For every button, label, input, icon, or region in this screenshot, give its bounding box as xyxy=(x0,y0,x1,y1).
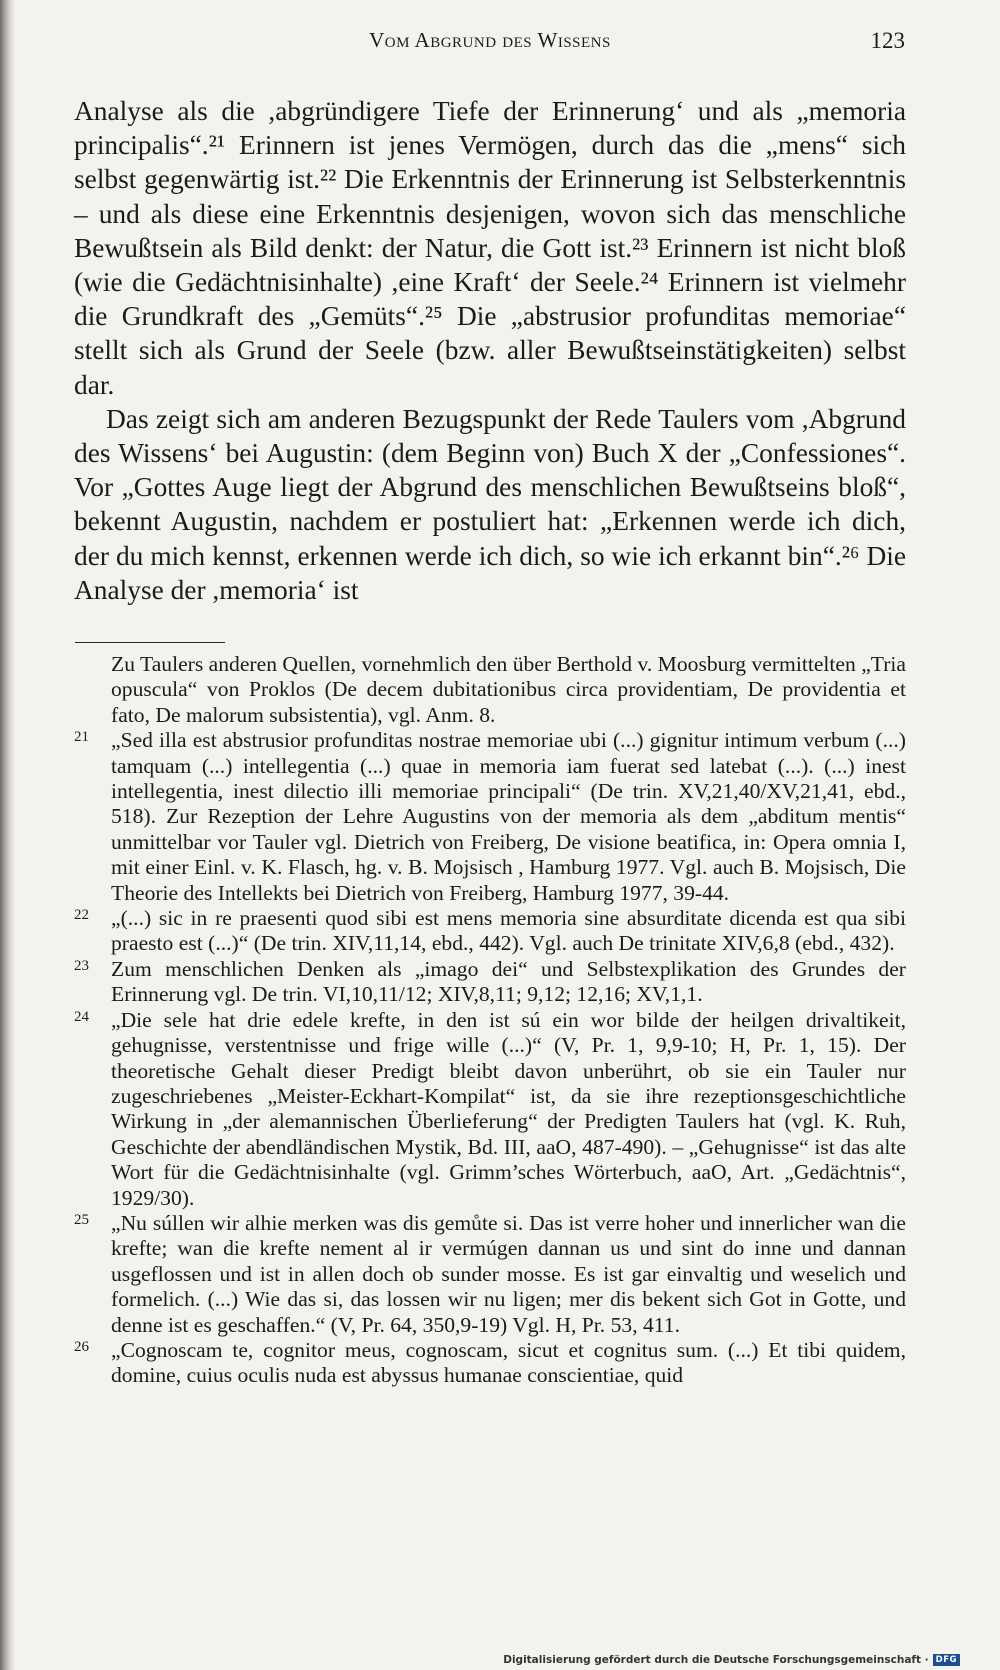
footnote-text: Zu Taulers anderen Quellen, vornehmlich den über Berthold v. Moosburg vermittelten „Tria opuscula“ von Proklos (De decem dubitationibus circa providentiam, De providentia et fato, De malorum subsistentia), vgl. Anm. 8. xyxy=(111,652,906,727)
footnote-marker: 26 xyxy=(74,1338,89,1355)
footnote-text: Zum menschlichen Denken als „imago dei“ und Selbstexplikation des Grundes der Erinnerung vgl. De trin. VI,10,11/12; XIV,8,11; 9,12; 12,16; XV,1,1. xyxy=(111,956,906,1007)
footnotes xyxy=(74,652,906,1389)
footnote-marker: 23 xyxy=(74,957,89,974)
footnote-25 xyxy=(74,1211,906,1338)
footnote-text: „Sed illa est abstrusior profunditas nostrae memoriae ubi (...) gignitur intimum verbum (...) tamquam (...) intellegentia (...) quae in memoria iam fuerat sed latebat (...). (...) inest intellegentia, inest dilectio illi memoriae principali“ (De trin. XV,21,40/XV,21,41, ebd., 518). Zur Rezeption der Lehre Augustins von der memoria als dem „abditum mentis“ unmittelbar vor Tauler vgl. Dietrich von Freiberg, De visione beatifica, in: Opera omnia I, mit einer Einl. v. K. Flasch, hg. v. B. Mojsisch , Hamburg 1977. Vgl. auch B. Mojsisch, Die Theorie des Intellekts bei Dietrich von Freiberg, Hamburg 1977, 39-44. xyxy=(111,728,906,905)
page-number: 123 xyxy=(870,28,905,53)
footnote-separator xyxy=(75,642,225,643)
paragraph: Das zeigt sich am anderen Bezugspunkt der Rede Taulers vom ,Abgrund des Wissens‘ bei Augustin: (dem Beginn von) Buch X der „Confessiones“. Vor „Gottes Auge liegt der Abgrund des menschlichen Bewußtseins bloß“, bekennt Augustin, nachdem er postuliert hat: „Erkennen werde ich dich, der du mich kennst, erkennen werde ich dich, so wie ich erkannt bin“.²⁶ Die Analyse der ,memoria‘ ist xyxy=(74,403,906,605)
running-header xyxy=(75,28,905,58)
paragraph: Analyse als die ,abgründigere Tiefe der Erinnerung‘ und als „memoria principalis“.²¹ Erinnern ist jenes Vermögen, durch das die „mens“ sich selbst gegenwärtig ist.²² Die Erkenntnis der Erinnerung ist Selbsterkenntnis – und als diese eine Erkenntnis desjenigen, wovon sich das menschliche Bewußtsein als Bild denkt: der Natur, die Gott ist.²³ Erinnern ist nicht bloß (wie die Gedächtnisinhalte) ,eine Kraft‘ der Seele.²⁴ Erinnern ist vielmehr die Grundkraft des „Gemüts“.²⁵ Die „abstrusior profunditas memoriae“ stellt sich als Grund der Seele (bzw. aller Bewußtseinstätigkeiten) selbst dar. xyxy=(74,96,906,400)
digitization-credit xyxy=(503,1654,960,1666)
footnote-marker: 25 xyxy=(74,1211,89,1228)
footnote-marker: 22 xyxy=(74,907,89,924)
credit-text: Digitalisierung gefördert durch die Deutsche Forschungsgemeinschaft · xyxy=(503,1654,929,1666)
running-title: Vom Abgrund des Wissens xyxy=(369,28,611,52)
footnote-marker: 24 xyxy=(74,1008,89,1025)
footnote-22 xyxy=(74,906,906,957)
footnote-24 xyxy=(74,1008,906,1211)
footnote-23 xyxy=(74,957,906,1008)
footnote-26 xyxy=(74,1338,906,1389)
footnote-text: „Die sele hat drie edele krefte, in den ist sú ein wor bilde der heilgen drivaltikeit, gehugnisse, verstentnisse und frige wille (...)“ (V, Pr. 1, 9,9-10; H, Pr. 1, 15). Der theoretische Gehalt dieser Predigt bleibt davon unberührt, ob sie ein Tauler nur zugeschriebenes „Meister-Eckhart-Kompilat“ ist, da sie ihre rezeptionsgeschichtliche Wirkung in „der alemannischen Überlieferung“ der Predigten Taulers hat (vgl. K. Ruh, Geschichte der abendländischen Mystik, Bd. III, aaO, 487-490). – „Gehugnisse“ ist das alte Wort für die Gedächtnisinhalte (vgl. Grimm’sches Wörterbuch, aaO, Art. „Gedächtnis“, 1929/30). xyxy=(111,1007,906,1210)
footnote-text: „(...) sic in re praesenti quod sibi est mens memoria sine absurditate dicenda est qua sibi praesto est (...)“ (De trin. XIV,11,14, ebd., 442). Vgl. auch De trinitate XIV,6,8 (ebd., 432). xyxy=(111,906,906,956)
footnote-text: „Nu súllen wir alhie merken was dis gemůte si. Das ist verre hoher und innerlicher wan die krefte; wan die krefte nement al ir vermúgen dannan us und sint do inne und dannan usgeflossen und ist in allen doch ob sunder mosse. Es ist gar einvaltig und weselich und formelich. (...) Wie das si, das lossen wir nu ligen; mer dis bekent sich Got in Gotte, und denne ist es geschaffen.“ (V, Pr. 64, 350,9-19) Vgl. H, Pr. 53, 411. xyxy=(111,1210,906,1337)
main-text xyxy=(74,94,906,607)
footnote-continued xyxy=(74,652,906,728)
footnote-marker: 21 xyxy=(74,729,89,746)
footnote-text: „Cognoscam te, cognitor meus, cognoscam, sicut et cognitus sum. (...) Et tibi quidem, domine, cuius oculis nuda est abyssus humanae conscientiae, quid xyxy=(111,1337,906,1388)
footnote-21 xyxy=(74,728,906,906)
book-gutter-shadow xyxy=(0,0,14,1670)
dfg-logo: DFG xyxy=(933,1654,960,1666)
